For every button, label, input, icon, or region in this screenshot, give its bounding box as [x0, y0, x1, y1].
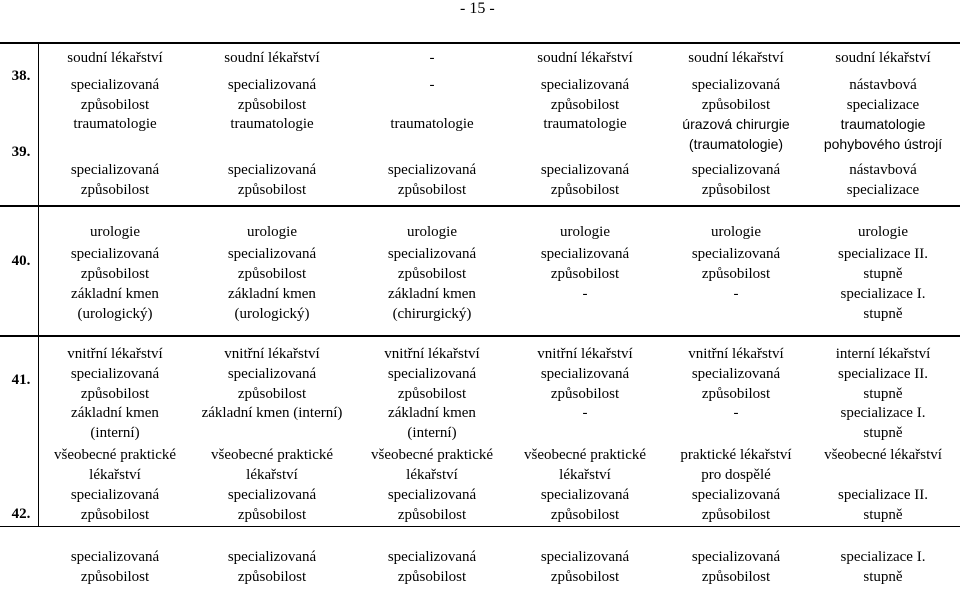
cell-line: soudní lékařství	[688, 50, 784, 66]
cell-line: (interní)	[90, 425, 140, 441]
table-cell	[808, 75, 958, 115]
table-cell	[808, 244, 958, 284]
cell-line: specializace	[846, 97, 920, 113]
cell-line: úrazová chirurgie	[682, 116, 790, 132]
cell-line: lékařství	[559, 467, 611, 483]
table-cell	[510, 344, 660, 364]
cell-line: způsobilost	[550, 266, 620, 282]
table-cell	[197, 114, 347, 134]
table-cell	[808, 48, 958, 68]
cell-line: způsobilost	[237, 97, 307, 113]
cell-line: soudní lékařství	[67, 50, 163, 66]
cell-line: nástavbová	[849, 77, 917, 93]
cell-line: stupně	[863, 266, 903, 282]
table-cell	[661, 244, 811, 284]
table-cell	[357, 114, 507, 134]
cell-line: způsobilost	[701, 266, 771, 282]
table-cell	[357, 244, 507, 284]
cell-line: praktické lékařství	[680, 447, 792, 463]
table-cell	[510, 284, 660, 304]
table-cell	[40, 445, 190, 485]
table-cell	[510, 75, 660, 115]
table-cell	[661, 160, 811, 200]
cell-line: vnitřní lékařství	[224, 346, 320, 362]
column-divider	[38, 336, 39, 526]
cell-line: urologie	[560, 224, 610, 240]
cell-line: -	[582, 286, 588, 302]
cell-line: způsobilost	[550, 386, 620, 402]
cell-line: způsobilost	[237, 266, 307, 282]
cell-line: způsobilost	[80, 569, 150, 585]
cell-line: způsobilost	[550, 182, 620, 198]
cell-line: traumatologie	[840, 116, 926, 132]
cell-line: specializovaná	[227, 162, 317, 178]
cell-line: urologie	[247, 224, 297, 240]
cell-line: specializovaná	[227, 77, 317, 93]
cell-line: způsobilost	[550, 507, 620, 523]
cell-line: vnitřní lékařství	[537, 346, 633, 362]
cell-line: specializace I.	[840, 405, 926, 421]
cell-line: stupně	[863, 425, 903, 441]
cell-line: všeobecné lékařství	[824, 447, 942, 463]
cell-line: způsobilost	[397, 386, 467, 402]
table-cell	[40, 222, 190, 242]
column-divider	[38, 42, 39, 205]
cell-line: urologie	[711, 224, 761, 240]
cell-line: specializovaná	[540, 366, 630, 382]
cell-line: specializovaná	[387, 162, 477, 178]
cell-line: specializovaná	[227, 366, 317, 382]
cell-line: základní kmen	[71, 405, 159, 421]
table-cell	[808, 547, 958, 587]
table-cell	[197, 160, 347, 200]
cell-line: specializovaná	[387, 487, 477, 503]
table-cell	[40, 485, 190, 525]
table-cell	[197, 485, 347, 525]
cell-line: specializovaná	[540, 487, 630, 503]
table-cell	[510, 222, 660, 242]
cell-line: způsobilost	[397, 182, 467, 198]
cell-line: všeobecné praktické	[53, 447, 177, 463]
cell-line: specializace	[846, 182, 920, 198]
table-cell	[40, 48, 190, 68]
table-cell	[510, 485, 660, 525]
cell-line: pro dospělé	[701, 467, 771, 483]
cell-line: -	[733, 405, 739, 421]
table-cell	[357, 344, 507, 364]
cell-line: pohybového ústrojí	[823, 136, 943, 152]
table-cell	[197, 403, 347, 423]
cell-line: (chirurgický)	[392, 306, 472, 322]
row-number: 42.	[11, 506, 31, 522]
cell-line: stupně	[863, 386, 903, 402]
table-rule	[0, 526, 960, 527]
table-cell	[197, 445, 347, 485]
cell-line: specializovaná	[70, 549, 160, 565]
cell-line: specializovaná	[691, 549, 781, 565]
table-cell	[661, 364, 811, 404]
cell-line: specializovaná	[540, 549, 630, 565]
cell-line: traumatologie	[230, 116, 314, 132]
cell-line: specializovaná	[691, 246, 781, 262]
cell-line: (urologický)	[234, 306, 310, 322]
cell-line: -	[733, 286, 739, 302]
cell-line: lékařství	[89, 467, 141, 483]
cell-line: způsobilost	[397, 569, 467, 585]
cell-line: traumatologie	[543, 116, 627, 132]
table-cell	[808, 344, 958, 364]
table-cell	[357, 403, 507, 443]
cell-line: traumatologie	[390, 116, 474, 132]
cell-line: způsobilost	[701, 569, 771, 585]
table-cell	[808, 485, 958, 525]
cell-line: způsobilost	[237, 386, 307, 402]
cell-line: způsobilost	[550, 97, 620, 113]
cell-line: specializace II.	[838, 366, 928, 382]
cell-line: urologie	[407, 224, 457, 240]
cell-line: stupně	[863, 569, 903, 585]
cell-line: specializace II.	[838, 487, 928, 503]
cell-line: základní kmen (interní)	[201, 405, 343, 421]
cell-line: způsobilost	[237, 507, 307, 523]
table-cell	[661, 445, 811, 485]
table-cell	[808, 284, 958, 324]
table-cell	[197, 364, 347, 404]
table-cell	[197, 75, 347, 115]
cell-line: způsobilost	[701, 97, 771, 113]
table-cell	[808, 403, 958, 443]
table-cell	[510, 244, 660, 284]
cell-line: soudní lékařství	[224, 50, 320, 66]
cell-line: způsobilost	[701, 507, 771, 523]
cell-line: všeobecné praktické	[523, 447, 647, 463]
cell-line: způsobilost	[80, 386, 150, 402]
table-cell	[197, 547, 347, 587]
cell-line: způsobilost	[397, 507, 467, 523]
table-cell	[661, 75, 811, 115]
cell-line: specializovaná	[70, 77, 160, 93]
cell-line: způsobilost	[80, 182, 150, 198]
cell-line: specializovaná	[540, 77, 630, 93]
table-rule	[0, 335, 960, 337]
cell-line: -	[582, 405, 588, 421]
cell-line: specializovaná	[387, 549, 477, 565]
table-cell	[197, 284, 347, 324]
table-cell	[40, 114, 190, 134]
cell-line: soudní lékařství	[835, 50, 931, 66]
table-cell	[40, 547, 190, 587]
table-cell	[661, 344, 811, 364]
table-cell	[40, 364, 190, 404]
table-cell	[357, 48, 507, 68]
table-cell	[661, 284, 811, 304]
table-cell	[357, 75, 507, 95]
cell-line: urologie	[858, 224, 908, 240]
table-cell	[40, 244, 190, 284]
table-cell	[808, 445, 958, 465]
cell-line: specializovaná	[691, 162, 781, 178]
table-cell	[808, 364, 958, 404]
table-cell	[510, 114, 660, 134]
table-cell	[510, 445, 660, 485]
cell-line: interní lékařství	[835, 346, 931, 362]
cell-line: způsobilost	[397, 266, 467, 282]
table-cell	[661, 48, 811, 68]
table-cell	[357, 284, 507, 324]
table-cell	[510, 160, 660, 200]
table-rule	[0, 42, 960, 44]
cell-line: specializovaná	[70, 366, 160, 382]
table-cell	[808, 114, 958, 154]
cell-line: všeobecné praktické	[210, 447, 334, 463]
cell-line: vnitřní lékařství	[688, 346, 784, 362]
cell-line: (urologický)	[77, 306, 153, 322]
cell-line: specializovaná	[540, 162, 630, 178]
cell-line: specializovaná	[227, 549, 317, 565]
cell-line: nástavbová	[849, 162, 917, 178]
table-cell	[661, 403, 811, 423]
cell-line: specializovaná	[691, 487, 781, 503]
cell-line: specializace I.	[840, 286, 926, 302]
table-cell	[357, 547, 507, 587]
table-cell	[197, 48, 347, 68]
cell-line: způsobilost	[237, 569, 307, 585]
cell-line: vnitřní lékařství	[67, 346, 163, 362]
cell-line: lékařství	[406, 467, 458, 483]
cell-line: základní kmen	[388, 286, 476, 302]
table-cell	[808, 222, 958, 242]
row-number: 38.	[11, 68, 31, 84]
cell-line: specializovaná	[70, 246, 160, 262]
table-rule	[0, 205, 960, 207]
cell-line: -	[429, 77, 435, 93]
cell-line: způsobilost	[80, 97, 150, 113]
cell-line: základní kmen	[228, 286, 316, 302]
table-cell	[197, 344, 347, 364]
cell-line: specializovaná	[691, 77, 781, 93]
column-divider	[38, 206, 39, 335]
cell-line: specializovaná	[227, 246, 317, 262]
table-cell	[510, 403, 660, 423]
table-cell	[357, 364, 507, 404]
cell-line: způsobilost	[237, 182, 307, 198]
cell-line: urologie	[90, 224, 140, 240]
table-cell	[357, 445, 507, 485]
table-cell	[197, 222, 347, 242]
cell-line: všeobecné praktické	[370, 447, 494, 463]
table-cell	[40, 403, 190, 443]
cell-line: specializace II.	[838, 246, 928, 262]
cell-line: specializovaná	[70, 487, 160, 503]
cell-line: vnitřní lékařství	[384, 346, 480, 362]
table-cell	[357, 485, 507, 525]
cell-line: specializace I.	[840, 549, 926, 565]
row-number: 40.	[11, 253, 31, 269]
table-cell	[357, 222, 507, 242]
table-cell	[510, 547, 660, 587]
cell-line: traumatologie	[73, 116, 157, 132]
table-cell	[40, 160, 190, 200]
table-cell	[40, 75, 190, 115]
table-cell	[510, 48, 660, 68]
cell-line: specializovaná	[691, 366, 781, 382]
table-cell	[661, 222, 811, 242]
table-cell	[197, 244, 347, 284]
cell-line: (traumatologie)	[688, 136, 784, 152]
table-cell	[661, 547, 811, 587]
cell-line: základní kmen	[388, 405, 476, 421]
table-cell	[510, 364, 660, 404]
table-cell	[40, 284, 190, 324]
cell-line: základní kmen	[71, 286, 159, 302]
cell-line: soudní lékařství	[537, 50, 633, 66]
cell-line: způsobilost	[550, 569, 620, 585]
page-number: - 15 -	[460, 0, 495, 17]
cell-line: stupně	[863, 306, 903, 322]
cell-line: specializovaná	[227, 487, 317, 503]
cell-line: specializovaná	[387, 366, 477, 382]
cell-line: (interní)	[407, 425, 457, 441]
cell-line: stupně	[863, 507, 903, 523]
cell-line: způsobilost	[80, 507, 150, 523]
cell-line: způsobilost	[701, 182, 771, 198]
cell-line: specializovaná	[70, 162, 160, 178]
cell-line: -	[429, 50, 435, 66]
cell-line: způsobilost	[701, 386, 771, 402]
cell-line: specializovaná	[387, 246, 477, 262]
table-cell	[40, 344, 190, 364]
cell-line: lékařství	[246, 467, 298, 483]
table-cell	[661, 485, 811, 525]
table-cell	[808, 160, 958, 200]
table-cell	[357, 160, 507, 200]
table-cell	[661, 114, 811, 154]
cell-line: způsobilost	[80, 266, 150, 282]
cell-line: specializovaná	[540, 246, 630, 262]
row-number: 41.	[11, 372, 31, 388]
row-number: 39.	[11, 144, 31, 160]
